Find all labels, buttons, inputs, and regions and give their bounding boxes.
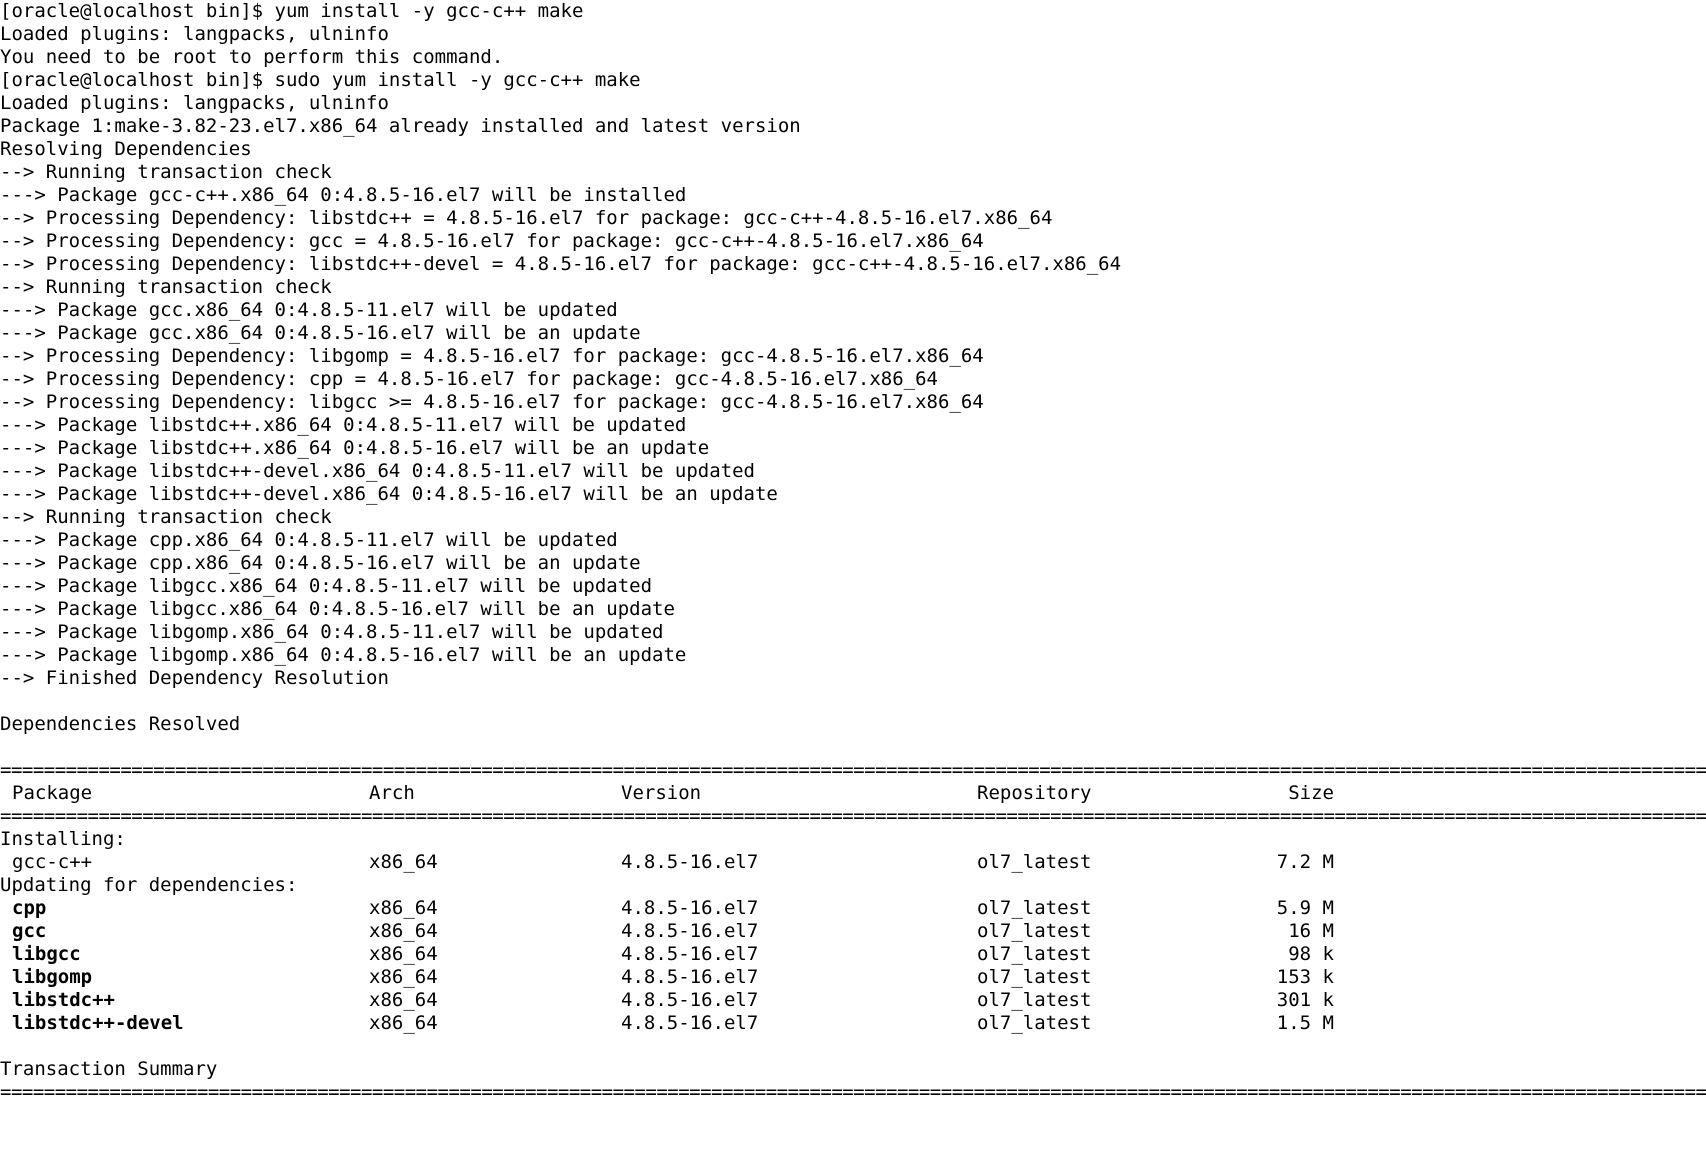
terminal-line: --> Processing Dependency: libgcc >= 4.8.5-16.el7 for package: gcc-4.8.5-16.el7.x86_64 (0, 391, 984, 413)
section-label-installing: Installing: (0, 828, 126, 850)
cell-repository: ol7_latest (977, 851, 1092, 873)
cell-repository: ol7_latest (977, 1012, 1092, 1034)
cell-arch: x86_64 (369, 897, 438, 919)
terminal-line: --> Running transaction check (0, 276, 332, 298)
cell-package: libstdc++-devel (12, 1012, 184, 1034)
cell-size: 5.9 M (1276, 897, 1334, 919)
terminal-line: ---> Package libgcc.x86_64 0:4.8.5-16.el7 will be an update (0, 598, 675, 620)
cell-repository: ol7_latest (977, 966, 1092, 988)
table-row (0, 989, 1400, 1012)
cell-package: libstdc++ (12, 989, 115, 1011)
cell-size: 98 k (1288, 943, 1334, 965)
cell-arch: x86_64 (369, 920, 438, 942)
table-row (0, 943, 1400, 966)
terminal-line: ---> Package libgomp.x86_64 0:4.8.5-16.el7 will be an update (0, 644, 687, 666)
section-label-updating: Updating for dependencies: (0, 874, 298, 896)
table-row (0, 897, 1400, 920)
terminal-line: --> Processing Dependency: libstdc++-devel = 4.8.5-16.el7 for package: gcc-c++-4.8.5-16.el7.x86_64 (0, 253, 1122, 275)
terminal-line: ---> Package cpp.x86_64 0:4.8.5-16.el7 will be an update (0, 552, 641, 574)
table-row (0, 920, 1400, 943)
terminal-line: [oracle@localhost bin]$ sudo yum install -y gcc-c++ make (0, 69, 641, 91)
terminal-line: ---> Package gcc.x86_64 0:4.8.5-11.el7 will be updated (0, 299, 618, 321)
terminal-line: ---> Package cpp.x86_64 0:4.8.5-11.el7 will be updated (0, 529, 618, 551)
header-package: Package (12, 782, 93, 804)
cell-version: 4.8.5-16.el7 (621, 966, 759, 988)
cell-version: 4.8.5-16.el7 (621, 989, 759, 1011)
terminal-line: ---> Package libstdc++-devel.x86_64 0:4.8.5-16.el7 will be an update (0, 483, 778, 505)
terminal-line: ---> Package libgcc.x86_64 0:4.8.5-11.el7 will be updated (0, 575, 653, 597)
terminal-line: You need to be root to perform this command. (0, 46, 504, 68)
terminal-line: --> Processing Dependency: gcc = 4.8.5-16.el7 for package: gcc-c++-4.8.5-16.el7.x86_64 (0, 230, 984, 252)
terminal-line: --> Finished Dependency Resolution (0, 667, 389, 689)
table-rule-top: ============================================================================================================================================================ (0, 759, 1706, 781)
terminal-line: ---> Package gcc.x86_64 0:4.8.5-16.el7 will be an update (0, 322, 641, 344)
cell-size: 7.2 M (1276, 851, 1334, 873)
terminal-line: Loaded plugins: langpacks, ulninfo (0, 23, 389, 45)
terminal-line: Dependencies Resolved (0, 713, 241, 735)
table-row (0, 1012, 1400, 1035)
cell-size: 1.5 M (1276, 1012, 1334, 1034)
header-size: Size (1288, 782, 1334, 804)
cell-repository: ol7_latest (977, 920, 1092, 942)
cell-package: gcc-c++ (12, 851, 93, 873)
cell-size: 301 k (1276, 989, 1334, 1011)
transaction-summary-label: Transaction Summary (0, 1058, 218, 1080)
cell-version: 4.8.5-16.el7 (621, 1012, 759, 1034)
terminal-line: ---> Package gcc-c++.x86_64 0:4.8.5-16.el7 will be installed (0, 184, 687, 206)
cell-arch: x86_64 (369, 943, 438, 965)
header-arch: Arch (369, 782, 415, 804)
terminal-line: Package 1:make-3.82-23.el7.x86_64 already installed and latest version (0, 115, 801, 137)
cell-package: libgomp (12, 966, 93, 988)
cell-version: 4.8.5-16.el7 (621, 897, 759, 919)
terminal-line: ---> Package libstdc++.x86_64 0:4.8.5-11.el7 will be updated (0, 414, 687, 436)
table-header-row (0, 782, 1400, 805)
terminal-line: --> Processing Dependency: cpp = 4.8.5-16.el7 for package: gcc-4.8.5-16.el7.x86_64 (0, 368, 938, 390)
cell-package: cpp (12, 897, 47, 919)
cell-version: 4.8.5-16.el7 (621, 851, 759, 873)
cell-arch: x86_64 (369, 851, 438, 873)
terminal-line: --> Processing Dependency: libstdc++ = 4.8.5-16.el7 for package: gcc-c++-4.8.5-16.el7.x86_64 (0, 207, 1053, 229)
cell-version: 4.8.5-16.el7 (621, 943, 759, 965)
terminal-line: ---> Package libgomp.x86_64 0:4.8.5-11.el7 will be updated (0, 621, 664, 643)
cell-size: 153 k (1276, 966, 1334, 988)
cell-arch: x86_64 (369, 966, 438, 988)
table-rule-header: ============================================================================================================================================================ (0, 805, 1706, 827)
cell-package: gcc (12, 920, 47, 942)
table-row (0, 966, 1400, 989)
terminal-line: --> Running transaction check (0, 506, 332, 528)
table-row (0, 851, 1400, 874)
cell-package: libgcc (12, 943, 81, 965)
terminal-line: Resolving Dependencies (0, 138, 252, 160)
table-rule-summary: ============================================================================================================================================================ (0, 1081, 1706, 1103)
cell-size: 16 M (1288, 920, 1334, 942)
terminal-line: --> Running transaction check (0, 161, 332, 183)
terminal-line: --> Processing Dependency: libgomp = 4.8.5-16.el7 for package: gcc-4.8.5-16.el7.x86_64 (0, 345, 984, 367)
terminal-line: Loaded plugins: langpacks, ulninfo (0, 92, 389, 114)
terminal-line: ---> Package libstdc++.x86_64 0:4.8.5-16.el7 will be an update (0, 437, 710, 459)
terminal-line: ---> Package libstdc++-devel.x86_64 0:4.8.5-11.el7 will be updated (0, 460, 755, 482)
cell-version: 4.8.5-16.el7 (621, 920, 759, 942)
cell-repository: ol7_latest (977, 989, 1092, 1011)
header-version: Version (621, 782, 702, 804)
terminal-line: [oracle@localhost bin]$ yum install -y gcc-c++ make (0, 0, 584, 22)
cell-arch: x86_64 (369, 1012, 438, 1034)
header-repository: Repository (977, 782, 1092, 804)
cell-arch: x86_64 (369, 989, 438, 1011)
cell-repository: ol7_latest (977, 943, 1092, 965)
cell-repository: ol7_latest (977, 897, 1092, 919)
